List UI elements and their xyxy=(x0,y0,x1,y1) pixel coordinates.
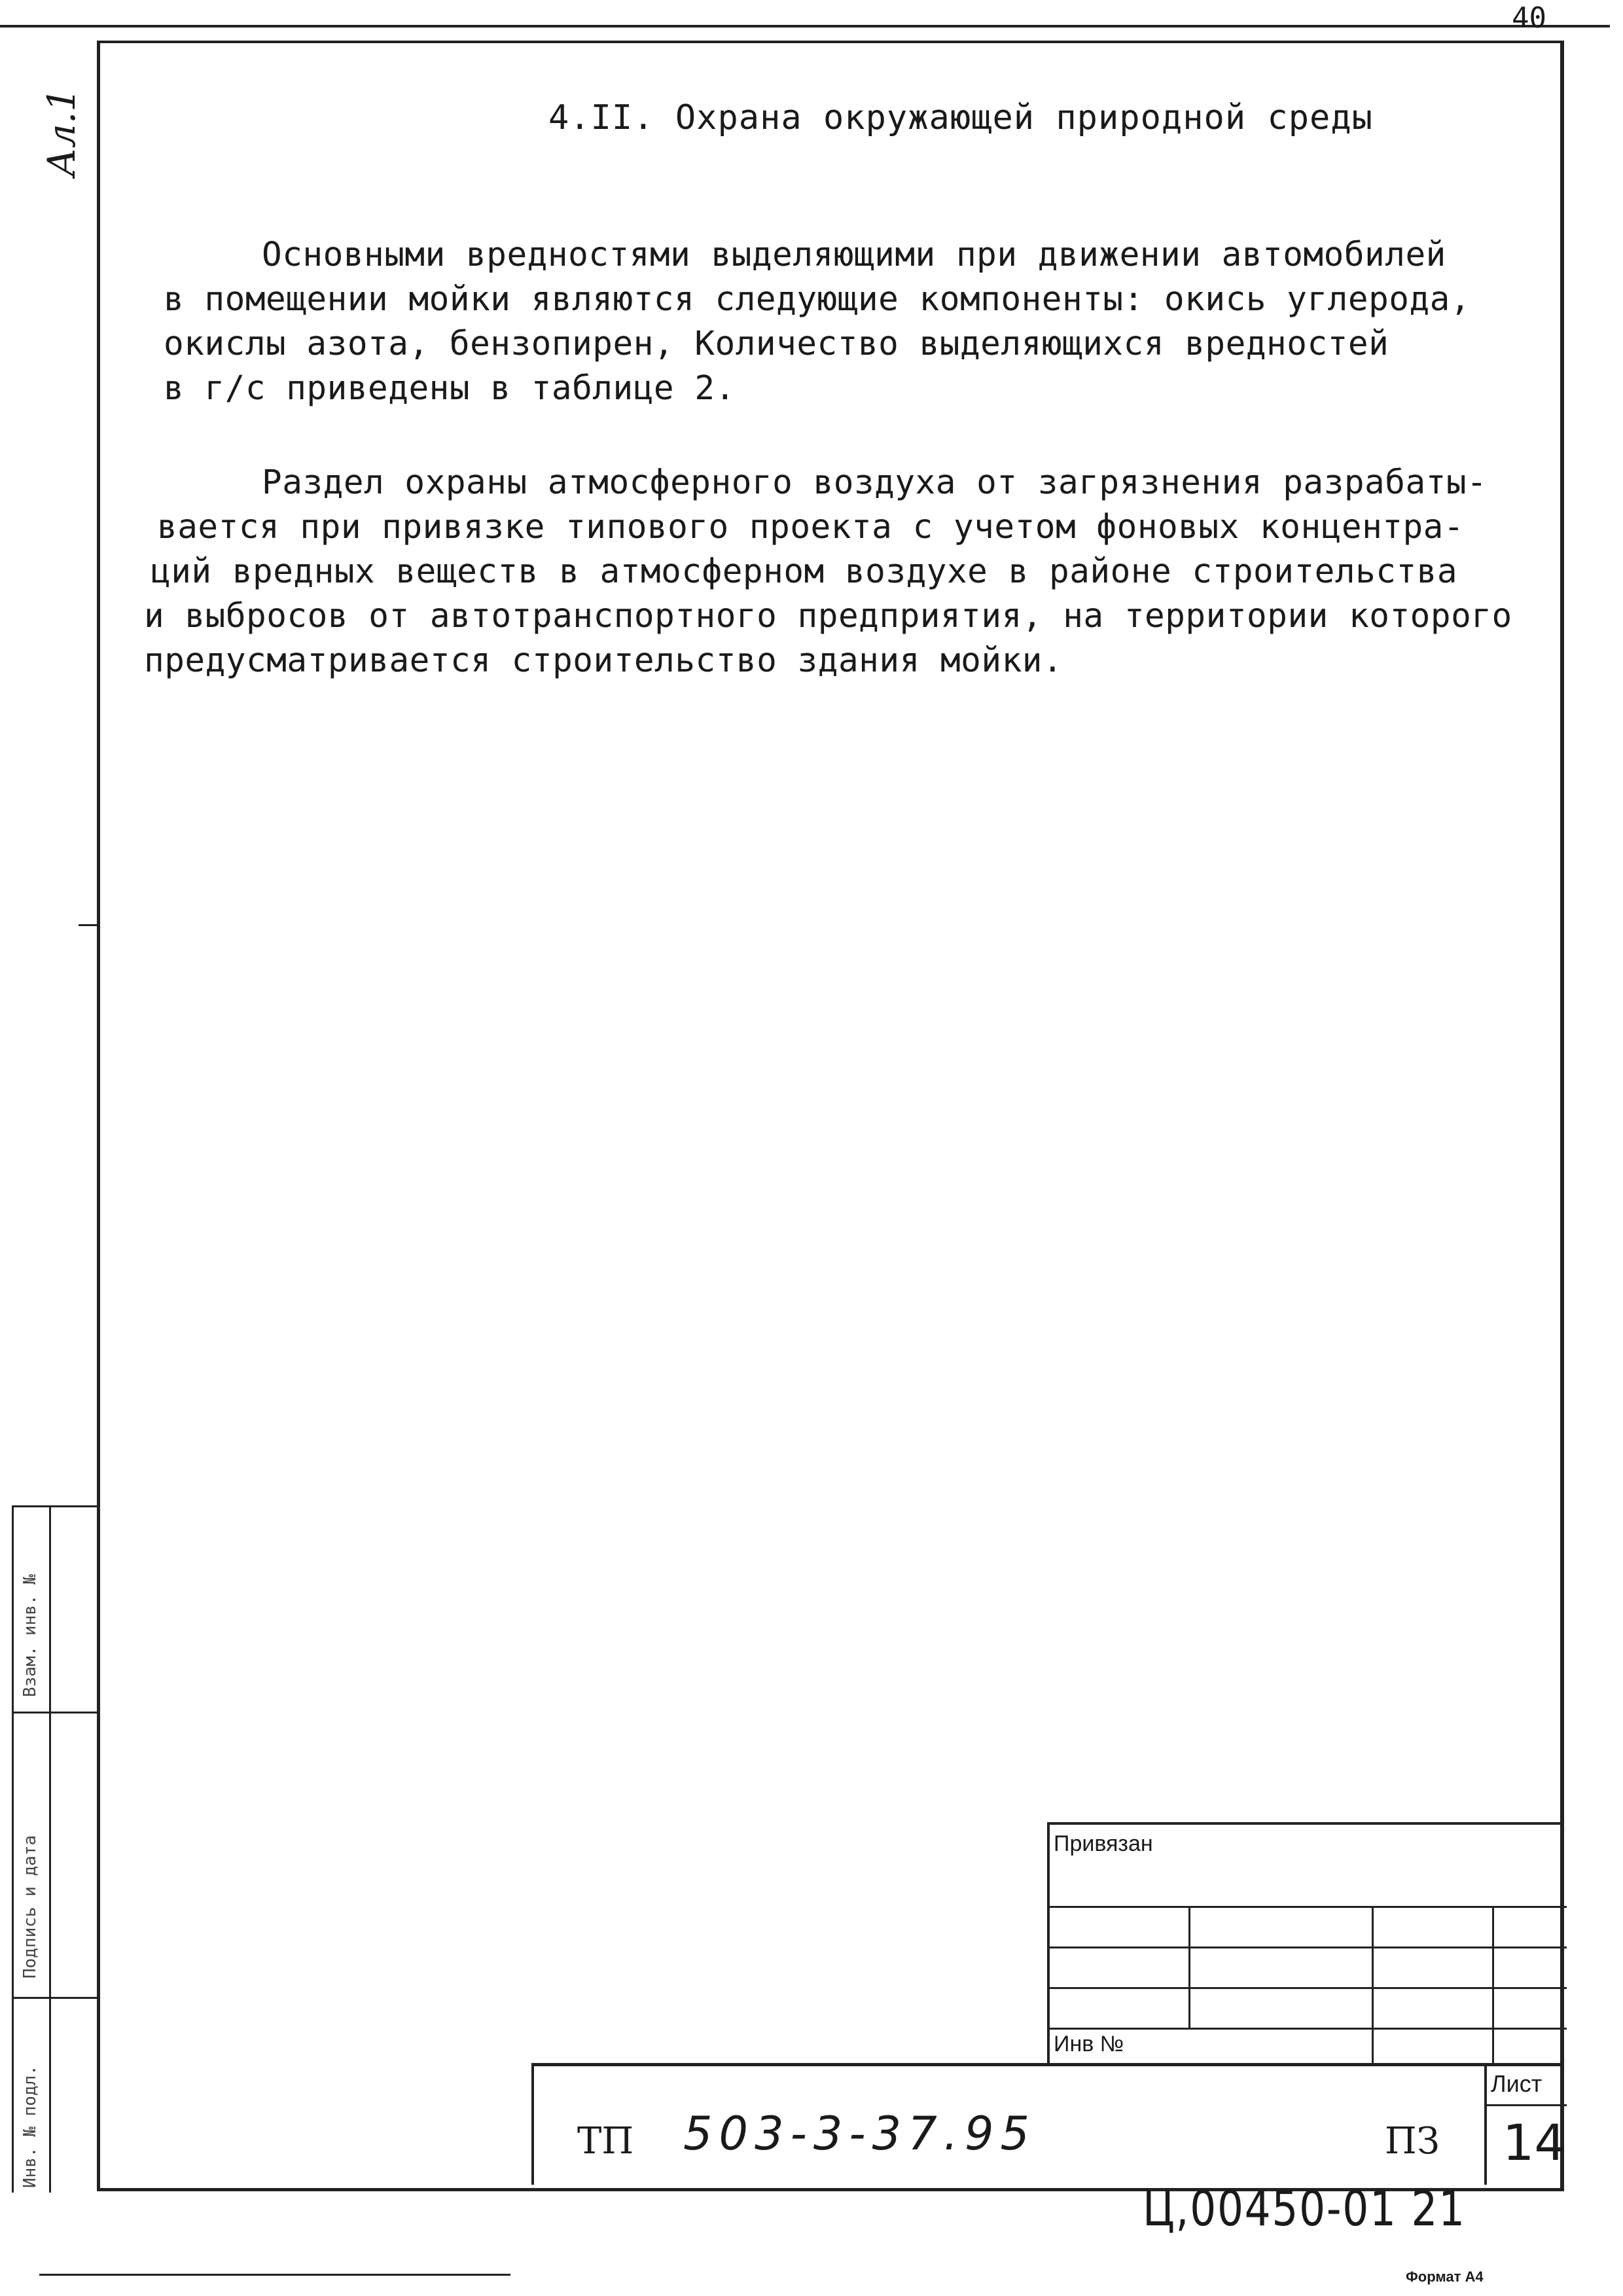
top-rule xyxy=(0,25,1610,27)
paragraph-1 xyxy=(151,233,1471,411)
sheet-label: Лист xyxy=(1491,2070,1543,2097)
sheet-divider xyxy=(1484,2066,1487,2185)
side-mark: Ал.1 xyxy=(39,87,84,177)
stamp-field-3: Инв. № подл. xyxy=(20,2065,40,2188)
paragraph-2 xyxy=(144,461,1512,683)
approval-col-line xyxy=(1188,1906,1190,2028)
paragraph-line: в помещении мойки являются следующие компоненты: окись углерода, xyxy=(164,280,1471,319)
bottom-rule xyxy=(39,2274,510,2276)
top-corner-number: 40 xyxy=(1512,1,1546,35)
stamp-column xyxy=(12,1505,97,2193)
paragraph-line: и выбросов от автотранспортного предприятия, на территории которого xyxy=(144,597,1512,636)
inventory-label: Инв № xyxy=(1054,2032,1124,2056)
stamp-divider-1 xyxy=(14,1712,99,1713)
document-type: ПЗ xyxy=(1385,2120,1440,2162)
inventory-code: Ц,00450-01 21 xyxy=(1143,2181,1466,2237)
stamp-field-1: Взам. инв. № xyxy=(20,1574,40,1697)
side-tick xyxy=(79,924,98,926)
approval-col-line xyxy=(1492,1906,1494,2066)
paragraph-line: в г/с приведены в таблице 2. xyxy=(164,369,736,408)
project-code: 503-3-37.95 xyxy=(683,2107,1037,2161)
paragraph-line: вается при привязке типового проекта с учетом фоновых концентра- xyxy=(157,508,1465,547)
approval-table xyxy=(1047,1822,1564,2063)
approval-label: Привязан xyxy=(1054,1831,1153,1856)
approval-col-line xyxy=(1372,1906,1374,2066)
approval-row-line xyxy=(1050,1906,1567,1908)
project-prefix: ТП xyxy=(577,2120,634,2162)
paragraph-line: ций вредных веществ в атмосферном воздухе в районе строительства xyxy=(151,552,1458,591)
format-label: Формат А4 xyxy=(1406,2269,1484,2285)
sheet-number: 14 xyxy=(1503,2113,1566,2172)
approval-row-line xyxy=(1050,2028,1567,2030)
approval-row-line xyxy=(1050,1987,1567,1989)
title-block xyxy=(531,2063,1564,2185)
paragraph-line: Раздел охраны атмосферного воздуха от загрязнения разрабаты- xyxy=(262,463,1488,502)
sheet-label-line xyxy=(1484,2104,1567,2106)
stamp-column-vline xyxy=(49,1507,51,2193)
stamp-divider-2 xyxy=(14,1997,99,1999)
paragraph-line: Основными вредностями выделяющими при движении автомобилей xyxy=(262,236,1446,274)
section-heading: 4.II. Охрана окружающей природной среды xyxy=(548,98,1373,137)
approval-row-line xyxy=(1050,1946,1567,1948)
paragraph-line: предусматривается строительство здания мойки. xyxy=(144,641,1063,680)
stamp-field-2: Подпись и дата xyxy=(20,1835,40,1979)
paragraph-line: окислы азота, бензопирен, Количество выделяющихся вредностей xyxy=(164,325,1389,363)
